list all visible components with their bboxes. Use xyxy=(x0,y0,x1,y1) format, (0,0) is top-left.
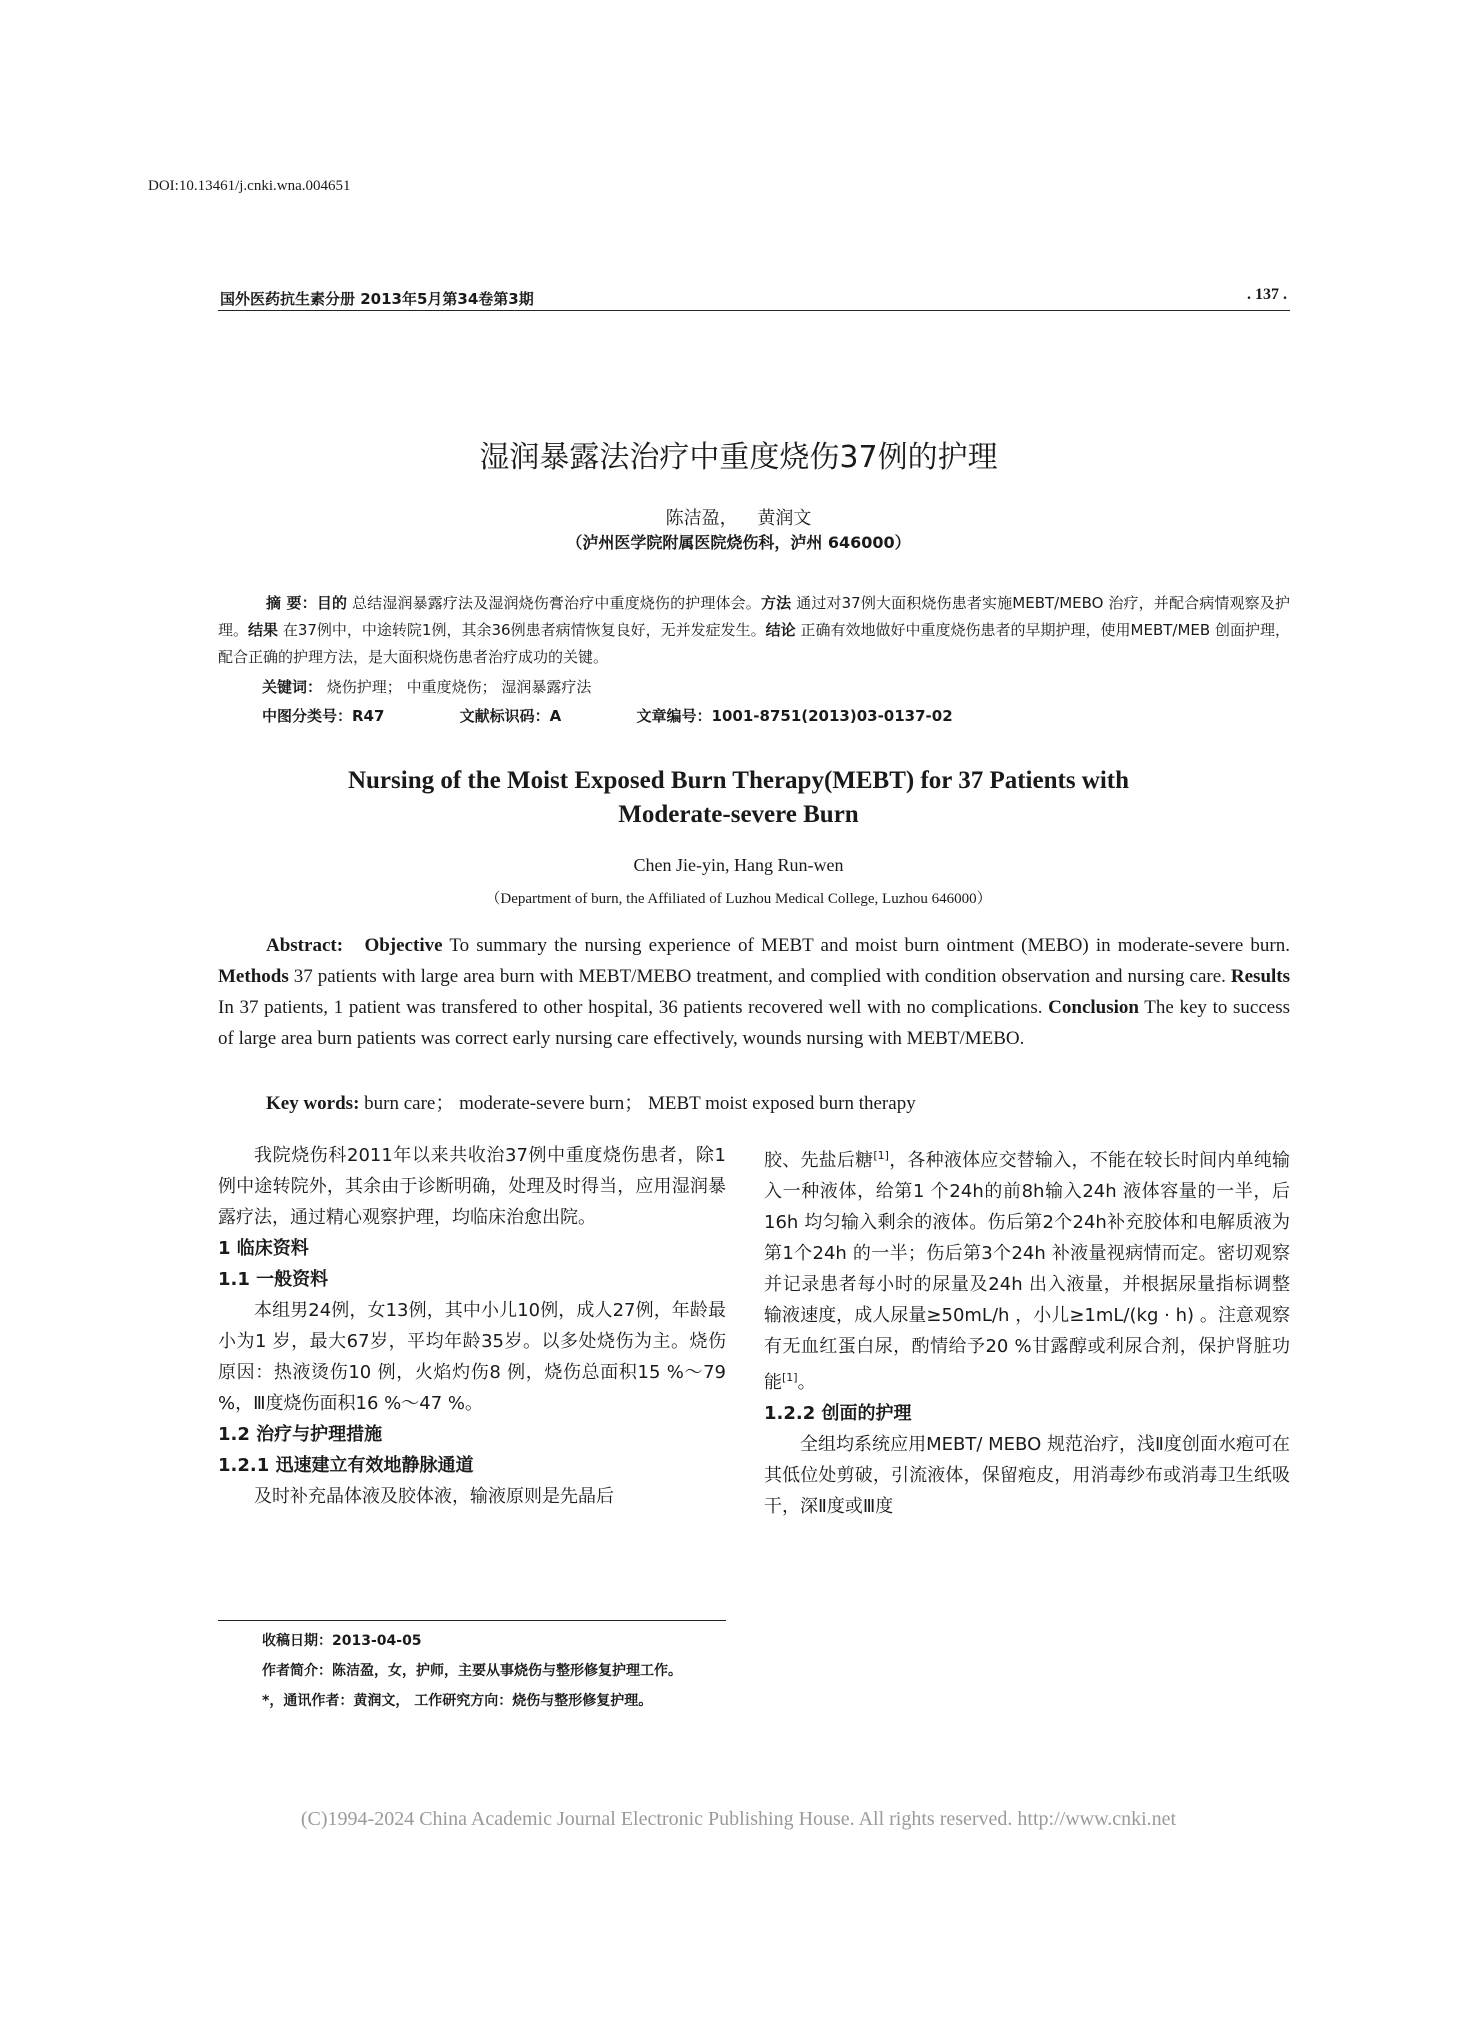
abstract-english xyxy=(218,930,1290,1054)
footnote-corresponding: *，通讯作者：黄润文， 工作研究方向：烧伤与整形修复护理。 xyxy=(262,1693,653,1709)
section-1-2-2-heading: 1.2.2 创面的护理 xyxy=(764,1403,912,1424)
reference-marker: [1] xyxy=(873,1149,889,1162)
intro-paragraph: 我院烧伤科2011年以来共收治37例中重度烧伤患者，除1例中途转院外，其余由于诊断明确，处理及时得当，应用湿润暴露疗法，通过精心观察护理，均临床治愈出院。 xyxy=(218,1145,726,1228)
conclusion-en-text: The key to success of large area burn patients was correct early nursing care effectively, wounds nursing with MEBT/MEBO. xyxy=(218,997,1291,1049)
classification-line xyxy=(262,705,1023,726)
keywords-chinese xyxy=(262,676,591,697)
methods-en-label: Methods xyxy=(218,966,289,987)
clc-number: 中图分类号：R47 xyxy=(262,707,385,725)
methods-text: 通过对37例大面积烧伤患者实施MEBT/MEBO 治疗，并配合病情观察及护理。 xyxy=(218,594,1290,639)
continued-text-b: ，各种液体应交替输入，不能在较长时间内单纯输入一种液体，给第1 个24h的前8h输入24h 液体容量的一半，后16h 均匀输入剩余的液体。伤后第2个24h补充胶体和电解质液为第1个24h 的一半；伤后第3个24h 补液量视病情而定。密切观察并记录患者每小时的尿量及24h 出入液量，并根据尿量指标调整输液速度，成人尿量≥50mL/h ，小儿≥1mL/(kg · h) 。注意观察有无血红蛋白尿，酌情给予20 %甘露醇或利尿合剂，保护肾脏功能 xyxy=(764,1150,1290,1393)
body-column-right xyxy=(764,1140,1290,1522)
results-label: 结果 xyxy=(248,621,279,639)
section-1-heading: 1 临床资料 xyxy=(218,1238,309,1259)
conclusion-en-label: Conclusion xyxy=(1048,997,1139,1018)
objective-en-label: Objective xyxy=(364,935,443,956)
header-rule xyxy=(218,310,1290,311)
section-1-2-2-paragraph: 全组均系统应用MEBT/ MEBO 规范治疗，浅Ⅱ度创面水疱可在其低位处剪破，引流液体，保留疱皮，用消毒纱布或消毒卫生纸吸干，深Ⅱ度或Ⅲ度 xyxy=(764,1434,1290,1517)
section-1-2-heading: 1.2 治疗与护理措施 xyxy=(218,1424,383,1445)
continued-text-c: 。 xyxy=(797,1372,816,1393)
authors-english: Chen Jie-yin, Hang Run-wen xyxy=(633,855,844,875)
copyright-footer: (C)1994-2024 China Academic Journal Electronic Publishing House. All rights reserved. http://www.cnki.net xyxy=(300,1808,1177,1830)
section-1-1-heading: 1.1 一般资料 xyxy=(218,1269,329,1290)
affiliation-chinese: （泸州医学院附属医院烧伤科，泸州 646000） xyxy=(566,533,911,552)
methods-en-text: 37 patients with large area burn with MEBT/MEBO treatment, and complied with condition observation and nursing care. xyxy=(293,966,1226,987)
abstract-label: 摘 要： xyxy=(266,594,317,612)
objective-text: 总结湿润暴露疗法及湿润烧伤膏治疗中重度烧伤的护理体会。 xyxy=(352,594,761,612)
abstract-en-label: Abstract: xyxy=(266,935,344,956)
keywords-english xyxy=(266,1088,916,1115)
article-number: 文章编号：1001-8751(2013)03-0137-02 xyxy=(636,707,953,725)
title-english-line1: Nursing of the Moist Exposed Burn Therapy(MEBT) for 37 Patients with xyxy=(347,767,1130,794)
footnote-author-bio: 作者简介：陈洁盈，女，护师，主要从事烧伤与整形修复护理工作。 xyxy=(262,1663,682,1679)
keywords-en-label: Key words: xyxy=(266,1093,360,1114)
reference-marker: [1] xyxy=(782,1371,798,1384)
affiliation-english: （Department of burn, the Affiliated of Luzhou Medical College, Luzhou 646000） xyxy=(485,891,992,907)
page-number: . 137 . xyxy=(1247,286,1287,303)
results-text: 在37例中，中途转院1例，其余36例患者病情恢复良好，无并发症发生。 xyxy=(282,621,766,639)
results-en-text: In 37 patients, 1 patient was transfered to other hospital, 36 patients recovered well with no complications. xyxy=(218,997,1043,1018)
keywords-en-value: burn care； moderate-severe burn； MEBT moist exposed burn therapy xyxy=(364,1093,916,1114)
section-1-2-1-heading: 1.2.1 迅速建立有效地静脉通道 xyxy=(218,1455,474,1476)
conclusion-text: 正确有效地做好中重度烧伤患者的早期护理，使用MEBT/MEB 创面护理，配合正确的护理方法，是大面积烧伤患者治疗成功的关键。 xyxy=(218,621,1290,666)
journal-header: 国外医药抗生素分册 2013年5月第34卷第3期 xyxy=(220,290,534,308)
objective-en-text: To summary the nursing experience of MEBT and moist burn ointment (MEBO) in moderate-severe burn. xyxy=(449,935,1290,956)
footnote-rule xyxy=(218,1620,726,1621)
continued-text-a: 胶、先盐后糖 xyxy=(764,1150,874,1171)
title-english-line2: Moderate-severe Burn xyxy=(618,801,859,828)
methods-label: 方法 xyxy=(760,594,792,612)
conclusion-label: 结论 xyxy=(765,621,796,639)
document-code: 文献标识码：A xyxy=(459,707,562,725)
keywords-value: 烧伤护理； 中重度烧伤； 湿润暴露疗法 xyxy=(326,678,592,696)
title-english xyxy=(0,764,1477,832)
continued-paragraph xyxy=(764,1140,1290,1398)
abstract-chinese xyxy=(218,590,1290,671)
section-1-1-paragraph: 本组男24例，女13例，其中小儿10例，成人27例，年龄最小为1 岁，最大67岁，平均年龄35岁。以多处烧伤为主。烧伤原因：热液烫伤10 例，火焰灼伤8 例，烧伤总面积15 %～79 %，Ⅲ度烧伤面积16 %～47 %。 xyxy=(218,1300,726,1414)
results-en-label: Results xyxy=(1230,966,1291,987)
title-chinese: 湿润暴露法治疗中重度烧伤37例的护理 xyxy=(479,440,998,475)
objective-label: 目的 xyxy=(316,594,348,612)
authors-chinese: 陈洁盈， 黄润文 xyxy=(665,508,812,529)
footnote-received: 收稿日期：2013-04-05 xyxy=(262,1633,422,1649)
keywords-label: 关键词： xyxy=(262,678,323,696)
doi: DOI:10.13461/j.cnki.wna.004651 xyxy=(148,178,351,194)
body-column-left xyxy=(218,1140,726,1512)
section-1-2-1-paragraph: 及时补充晶体液及胶体液，输液原则是先晶后 xyxy=(254,1486,614,1507)
